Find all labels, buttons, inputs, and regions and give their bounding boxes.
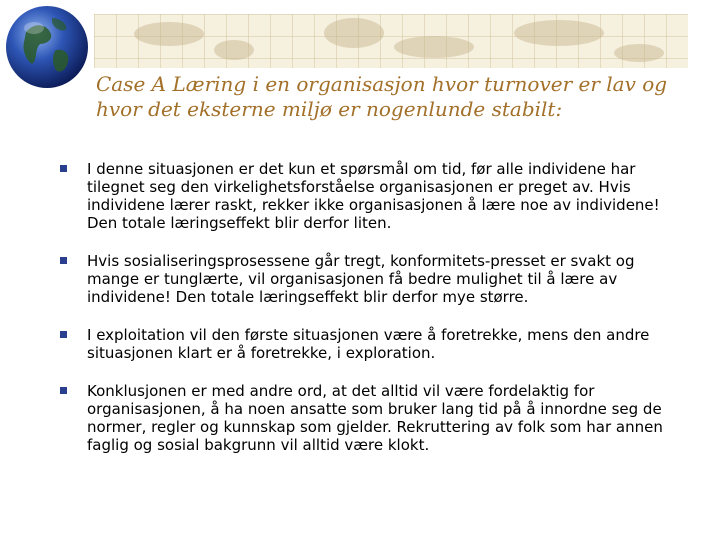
bullet-text: I denne situasjonen er det kun et spørsmål om tid, før alle individene har tilegnet seg den virkelighetsforståelse organisasjonen er preget av. Hvis individene lærer raskt, rekker ikke organisasjonen å lære noe av individene! Den totale læringseffekt blir derfor liten. xyxy=(87,160,660,232)
list-item xyxy=(60,160,690,232)
globe-icon xyxy=(4,4,90,90)
list-item xyxy=(60,326,690,362)
slide-title: Case A Læring i en organisasjon hvor turnover er lav og hvor det eksterne miljø er nogenlunde stabilt: xyxy=(96,72,668,121)
bullet-list xyxy=(60,160,690,474)
square-bullet-icon xyxy=(60,165,67,172)
bullet-text: Hvis sosialiseringsprosessene går tregt, konformitets-presset er svakt og mange er tunglærte, vil organisasjonen få bedre mulighet til å lære av individene! Den totale læringseffekt blir derfor mye større. xyxy=(87,252,635,306)
square-bullet-icon xyxy=(60,331,67,338)
bullet-text: I exploitation vil den første situasjonen være å foretrekke, mens den andre situasjonen klart er å foretrekke, i exploration. xyxy=(87,326,650,362)
world-map-decoration xyxy=(94,14,688,68)
list-item xyxy=(60,252,690,306)
bullet-text: Konklusjonen er med andre ord, at det alltid vil være fordelaktig for organisasjonen, å ha noen ansatte som bruker lang tid på å innordne seg de normer, regler og kunnskap som gjelder. Rekruttering av folk som har annen faglig og sosial bakgrunn vil alltid være klokt. xyxy=(87,382,663,454)
square-bullet-icon xyxy=(60,257,67,264)
square-bullet-icon xyxy=(60,387,67,394)
list-item xyxy=(60,382,690,454)
